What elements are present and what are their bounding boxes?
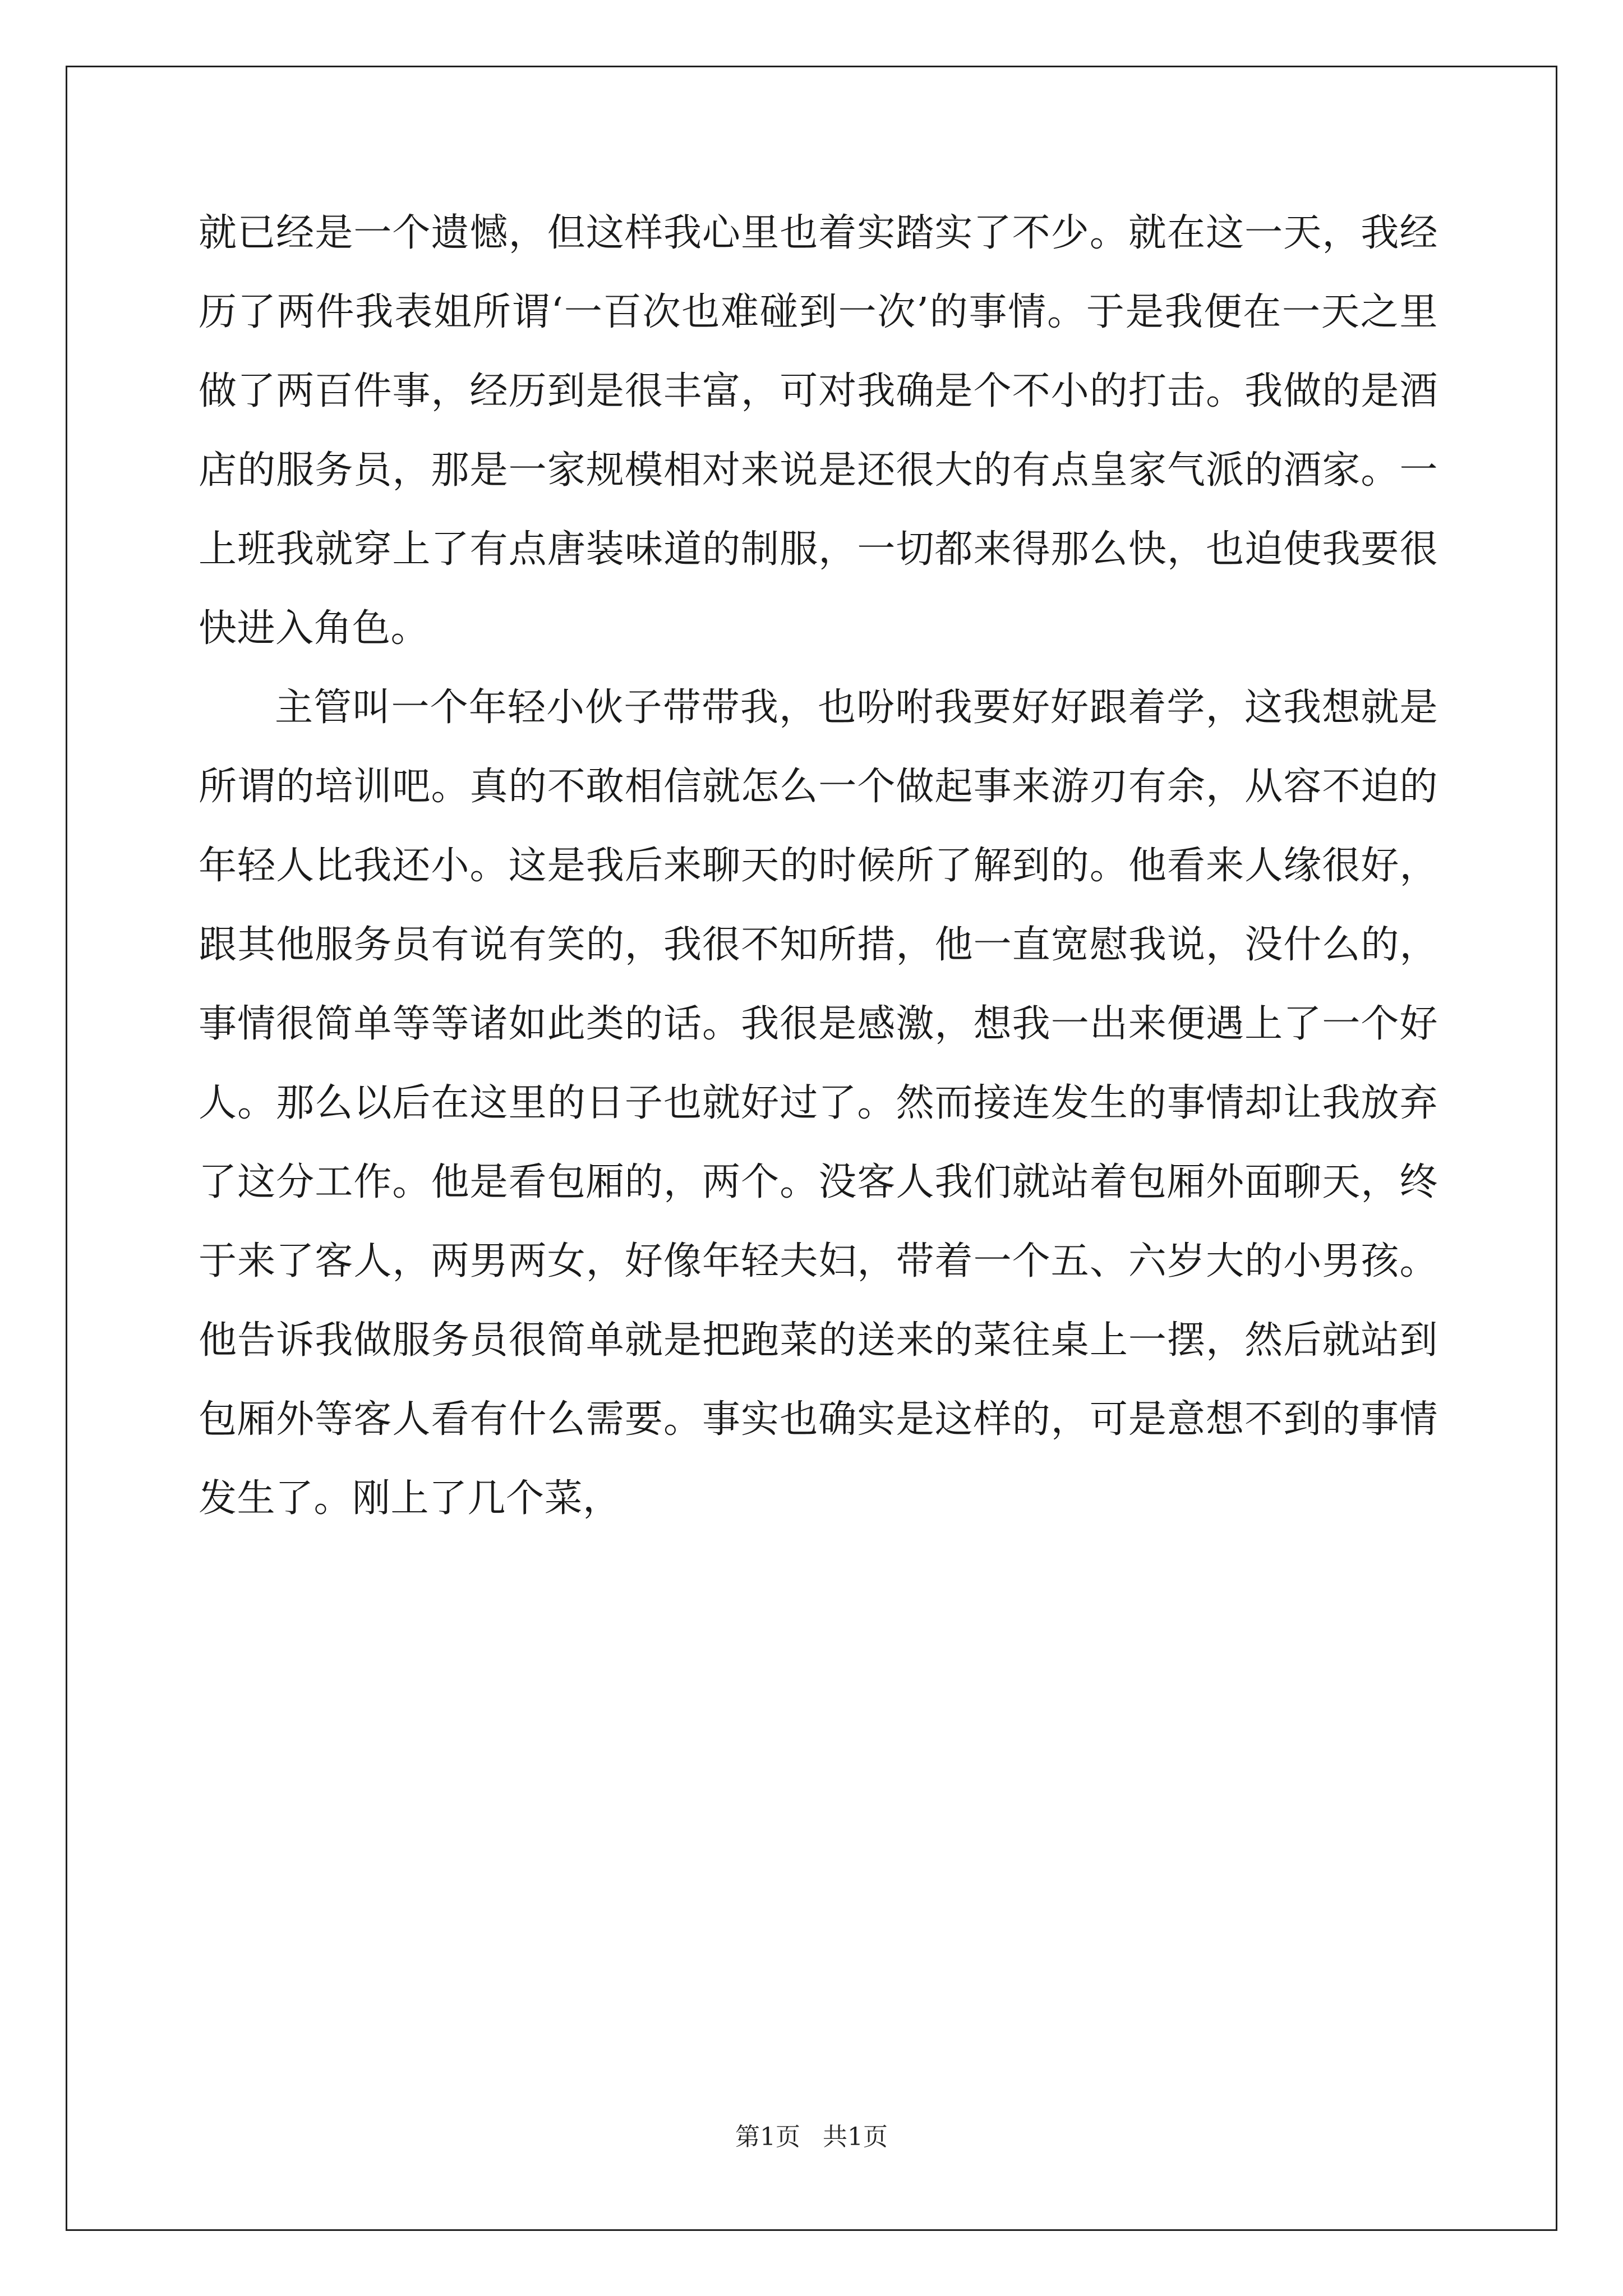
page-footer: [0, 2120, 1623, 2154]
document-body: [199, 194, 1438, 1538]
paragraph-2: 主管叫一个年轻小伙子带带我，也吩咐我要好好跟着学，这我想就是所谓的培训吧。真的不敢相信就怎么一个做起事来游刃有余，从容不迫的年轻人比我还小。这是我后来聊天的时候所了解到的。他看来人缘很好，跟其他服务员有说有笑的，我很不知所措，他一直宽慰我说，没什么的，事情很简单等等诸如此类的话。我很是感激，想我一出来便遇上了一个好人。那么以后在这里的日子也就好过了。然而接连发生的事情却让我放弃了这分工作。他是看包厢的，两个。没客人我们就站着包厢外面聊天，终于来了客人，两男两女，好像年轻夫妇，带着一个五、六岁大的小男孩。他告诉我做服务员很简单就是把跑菜的送来的菜往桌上一摆，然后就站到包厢外等客人看有什么需要。事实也确实是这样的，可是意想不到的事情发生了。刚上了几个菜，: [199, 685, 1438, 1521]
page-total: 共1页: [823, 2123, 888, 2151]
paragraph-1: 就已经是一个遗憾，但这样我心里也着实踏实了不少。就在这一天，我经历了两件我表姐所谓‘一百次也难碰到一次’的事情。于是我便在一天之里做了两百件事，经历到是很丰富，可对我确是个不小的打击。我做的是酒店的服务员，那是一家规模相对来说是还很大的有点皇家气派的酒家。一上班我就穿上了有点唐装味道的制服，一切都来得那么快，也迫使我要很快进入角色。: [199, 211, 1438, 651]
page-number: 第1页: [735, 2123, 800, 2151]
